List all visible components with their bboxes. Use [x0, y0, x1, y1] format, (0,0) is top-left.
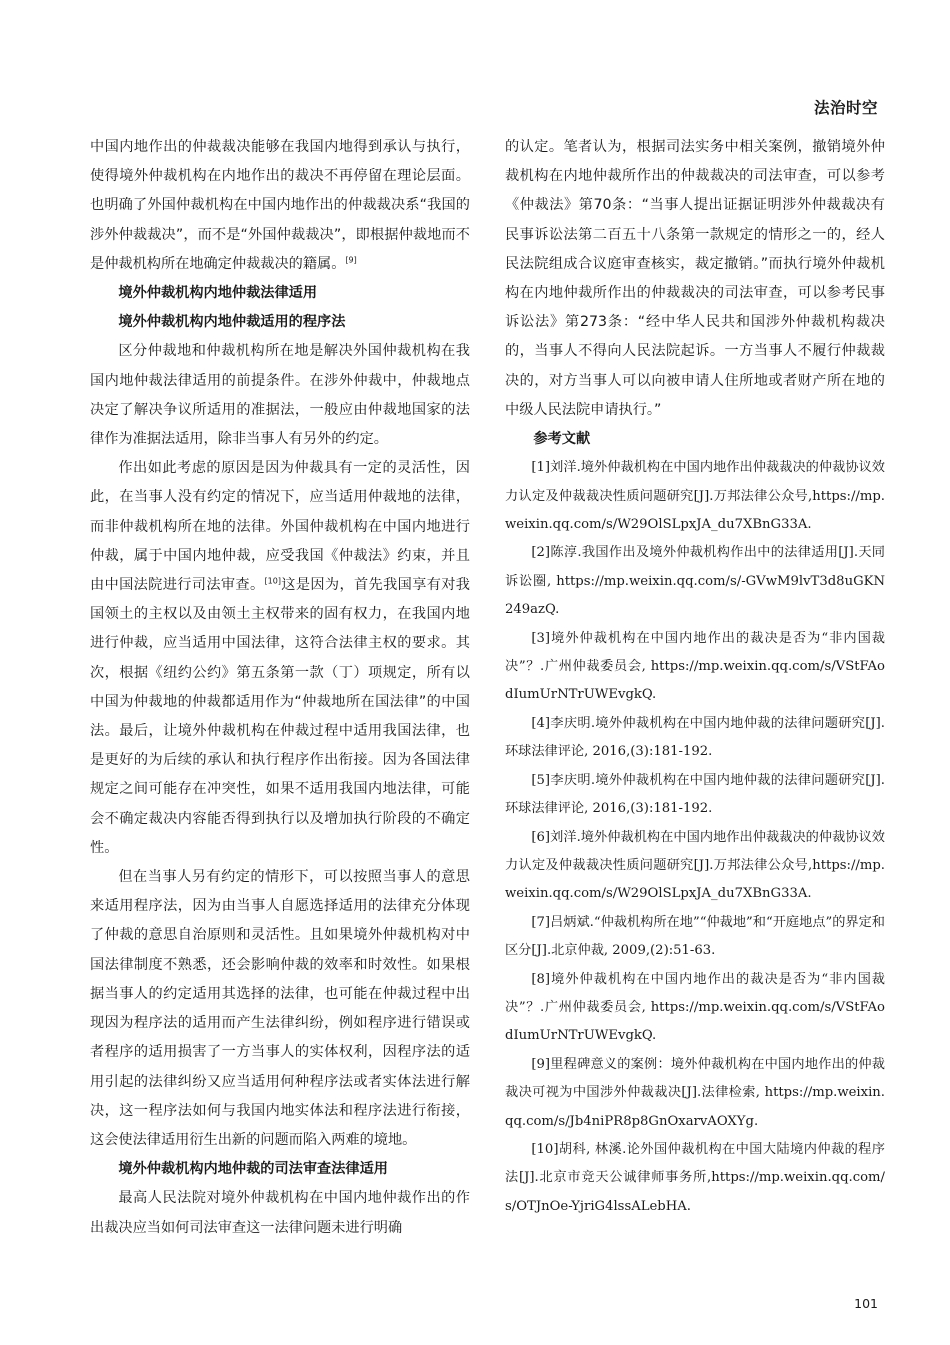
reference-item: [7]吕炳斌.“仲裁机构所在地”“仲裁地”和“开庭地点”的界定和区分[J].北京仲裁, 2009,(2):51-63.	[505, 914, 885, 959]
reference-item: [10]胡科, 林溪.论外国仲裁机构在中国大陆境内仲裁的程序法[J].北京市竞天公诚律师事务所,https://mp.weixin.qq.com/s/OTJnOe-YjriG4lssALebHA.	[505, 1141, 885, 1214]
reference-item: [8]境外仲裁机构在中国内地作出的裁决是否为“非内国裁决”？.广州仲裁委员会, https://mp.weixin.qq.com/s/VStFAodIumUrNTrUWEvgkQ.	[505, 971, 885, 1044]
references-heading: 参考文献	[533, 431, 591, 448]
paragraph: 作出如此考虑的原因是因为仲裁具有一定的灵活性，因此，在当事人没有约定的情况下，应当适用仲裁地的法律，而非仲裁机构所在地的法律。外国仲裁机构在中国内地进行仲裁，属于中国内地仲裁，应受我国《仲裁法》约束，并且由中国法院进行司法审查。[10]这是因为，首先我国享有对我国领土的主权以及由领土主权带来的固有权力，在我国内地进行仲裁，应当适用中国法律，这符合法律主权的要求。其次，根据《纽约公约》第五条第一款（丁）项规定，所有以中国为仲裁地的仲裁都适用作为“仲裁地所在国法律”的中国法。最后，让境外仲裁机构在仲裁过程中适用我国法律，也是更好的为后续的承认和执行程序作出衔接。因为各国法律规定之间可能存在冲突性，如果不适用我国内地法律，可能会不确定裁决内容能否得到执行以及增加执行阶段的不确定性。	[90, 460, 470, 856]
reference-item: [5]李庆明.境外仲裁机构在中国内地仲裁的法律问题研究[J].环球法律评论, 2016,(3):181-192.	[505, 772, 885, 817]
reference-item: [4]李庆明.境外仲裁机构在中国内地仲裁的法律问题研究[J].环球法律评论, 2016,(3):181-192.	[505, 715, 885, 760]
subsection-heading: 境外仲裁机构内地仲裁适用的程序法	[118, 314, 346, 331]
page-number: 101	[854, 1296, 878, 1311]
citation-sup: [9]	[345, 255, 357, 265]
reference-list	[505, 454, 885, 1221]
section-heading: 境外仲裁机构内地仲裁法律适用	[118, 285, 318, 302]
section-header: 法治时空	[813, 99, 878, 117]
paragraph: 中国内地作出的仲裁裁决能够在我国内地得到承认与执行，使得境外仲裁机构在内地作出的裁决不再停留在理论层面。也明确了外国仲裁机构在中国内地作出的仲裁裁决系“我国的涉外仲裁裁决”，而不是“外国仲裁裁决”，即根据仲裁地而不是仲裁机构所在地确定仲裁裁决的籍属。[9]	[90, 139, 470, 272]
reference-item: [2]陈淳.我国作出及境外仲裁机构作出中的法律适用[J].天同诉讼圈, https://mp.weixin.qq.com/s/-GVwM9lvT3d8uGKN249azQ.	[505, 545, 885, 618]
paragraph: 最高人民法院对境外仲裁机构在中国内地仲裁作出的作出裁决应当如何司法审查这一法律问题未进行明确	[90, 1190, 470, 1236]
reference-item: [1]刘洋.境外仲裁机构在中国内地作出仲裁裁决的仲裁协议效力认定及仲裁裁决性质问题研究[J].万邦法律公众号,https://mp.weixin.qq.com/s/W29OlSLpxJA_du7XBnG33A.	[505, 460, 885, 533]
paragraph: 但在当事人另有约定的情形下，可以按照当事人的意思来适用程序法，因为由当事人自愿选择适用的法律充分体现了仲裁的意思自治原则和灵活性。且如果境外仲裁机构对中国法律制度不熟悉，还会影响仲裁的效率和时效性。如果根据当事人的约定适用其选择的法律，也可能在仲裁过程中出现因为程序法的适用而产生法律纠纷，例如程序进行错误或者程序的适用损害了一方当事人的实体权利，因程序法的适用引起的法律纠纷又应当适用何种程序法或者实体法进行解决，这一程序法如何与我国内地实体法和程序法进行衔接，这会使法律适用衍生出新的问题而陷入两难的境地。	[90, 869, 470, 1148]
subsection-heading: 境外仲裁机构内地仲裁的司法审查法律适用	[118, 1161, 388, 1178]
reference-item: [3]境外仲裁机构在中国内地作出的裁决是否为“非内国裁决”？.广州仲裁委员会, https://mp.weixin.qq.com/s/VStFAodIumUrNTrUWEvgkQ.	[505, 630, 885, 703]
left-column	[90, 133, 470, 1243]
paragraph: 区分仲裁地和仲裁机构所在地是解决外国仲裁机构在我国内地仲裁法律适用的前提条件。在涉外仲裁中，仲裁地点决定了解决争议所适用的准据法，一般应由仲裁地国家的法律作为准据法适用，除非当事人有另外的约定。	[90, 343, 470, 448]
reference-item: [6]刘洋.境外仲裁机构在中国内地作出仲裁裁决的仲裁协议效力认定及仲裁裁决性质问题研究[J].万邦法律公众号,https://mp.weixin.qq.com/s/W29OlSLpxJA_du7XBnG33A.	[505, 829, 885, 902]
reference-item: [9]里程碑意义的案例：境外仲裁机构在中国内地作出的仲裁裁决可视为中国涉外仲裁裁决[J].法律检索, https://mp.weixin.qq.com/s/Jb4niPR8p8GnOxarvAOXYg.	[505, 1056, 885, 1129]
citation-sup: [10]	[264, 576, 281, 586]
paragraph: 的认定。笔者认为，根据司法实务中相关案例，撤销境外仲裁机构在内地仲裁所作出的仲裁裁决的司法审查，可以参考《仲裁法》第70条：“当事人提出证据证明涉外仲裁裁决有民事诉讼法第二百五十八条第一款规定的情形之一的，经人民法院组成合议庭审查核实，裁定撤销。”而执行境外仲裁机构在内地仲裁所作出的仲裁裁决的司法审查，可以参考民事诉讼法》第273条：“经中华人民共和国涉外仲裁机构裁决的，当事人不得向人民法院起诉。一方当事人不履行仲裁裁决的，对方当事人可以向被申请人住所地或者财产所在地的中级人民法院申请执行。”	[505, 139, 885, 418]
right-column	[505, 133, 885, 1221]
